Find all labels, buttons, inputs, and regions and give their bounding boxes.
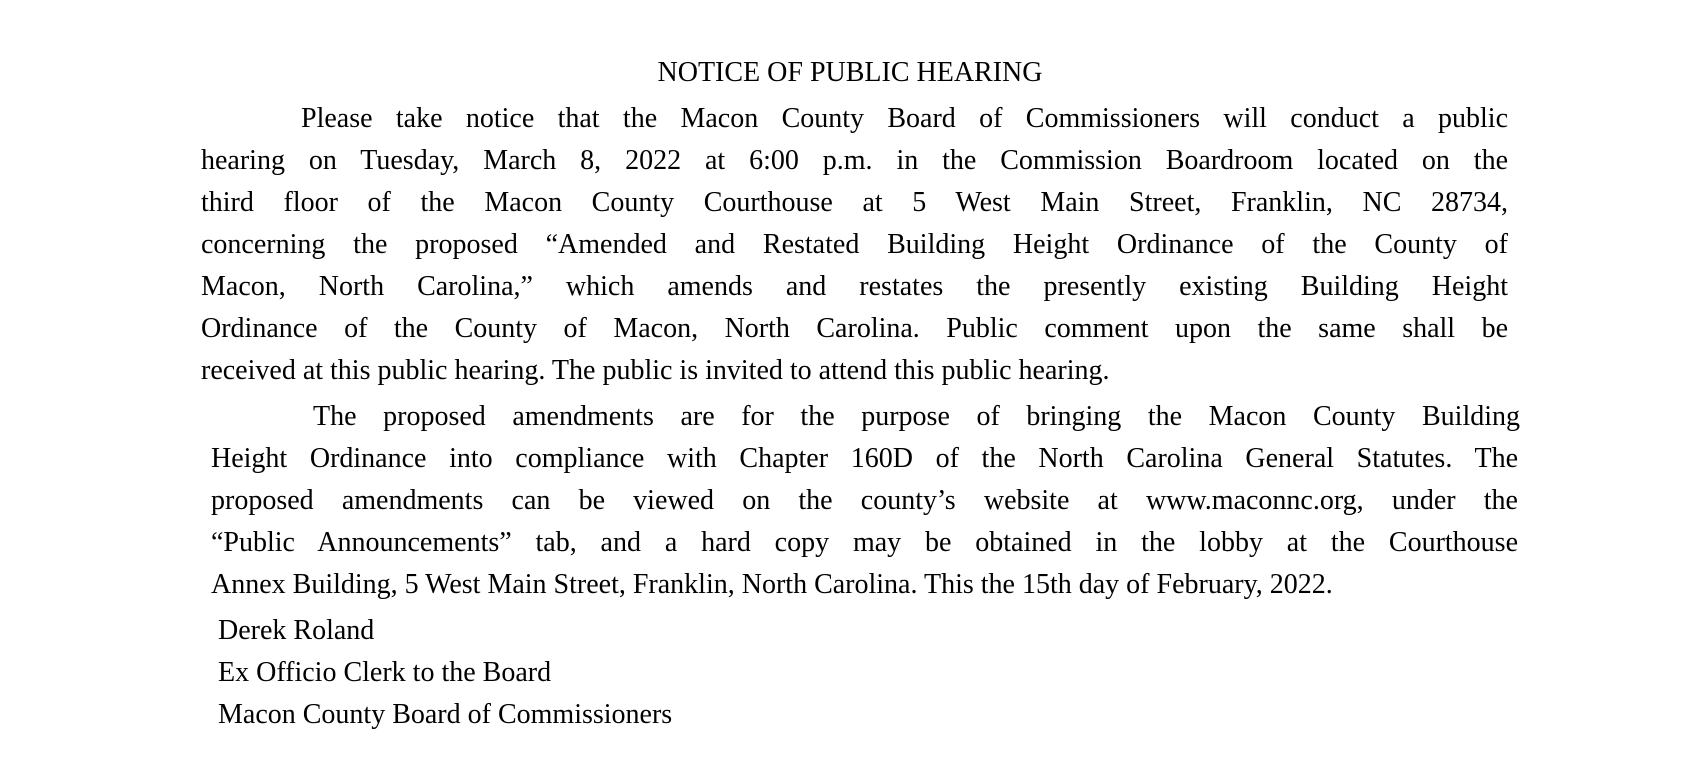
paragraph-1-line-5: Macon, North Carolina,” which amends and restates the presently existing Building Height bbox=[201, 271, 1508, 302]
signer-name: Derek Roland bbox=[218, 615, 375, 646]
signer-role: Ex Officio Clerk to the Board bbox=[218, 657, 552, 688]
paragraph-2-line-5: Annex Building, 5 West Main Street, Franklin, North Carolina. This the 15th day of February, 2022. bbox=[211, 569, 1333, 600]
paragraph-1-line-2: hearing on Tuesday, March 8, 2022 at 6:00 p.m. in the Commission Boardroom located on the bbox=[201, 145, 1508, 176]
paragraph-1-line-3: third floor of the Macon County Courthouse at 5 West Main Street, Franklin, NC 28734, bbox=[201, 187, 1508, 218]
paragraph-2-line-3: proposed amendments can be viewed on the county’s website at www.maconnc.org, under the bbox=[211, 485, 1518, 516]
paragraph-1-line-4: concerning the proposed “Amended and Restated Building Height Ordinance of the County of bbox=[201, 229, 1508, 260]
signer-organization: Macon County Board of Commissioners bbox=[218, 699, 673, 730]
notice-title: NOTICE OF PUBLIC HEARING bbox=[657, 57, 1043, 88]
paragraph-2-line-4: “Public Announcements” tab, and a hard copy may be obtained in the lobby at the Courthouse bbox=[211, 527, 1518, 558]
paragraph-1-line-6: Ordinance of the County of Macon, North Carolina. Public comment upon the same shall be bbox=[201, 313, 1508, 344]
paragraph-2-line-1: The proposed amendments are for the purpose of bringing the Macon County Building bbox=[313, 401, 1520, 432]
paragraph-1-line-1: Please take notice that the Macon County Board of Commissioners will conduct a public bbox=[301, 103, 1508, 134]
paragraph-2-line-2: Height Ordinance into compliance with Chapter 160D of the North Carolina General Statutes. The bbox=[211, 443, 1518, 474]
paragraph-1-line-7: received at this public hearing. The public is invited to attend this public hearing. bbox=[201, 355, 1110, 386]
